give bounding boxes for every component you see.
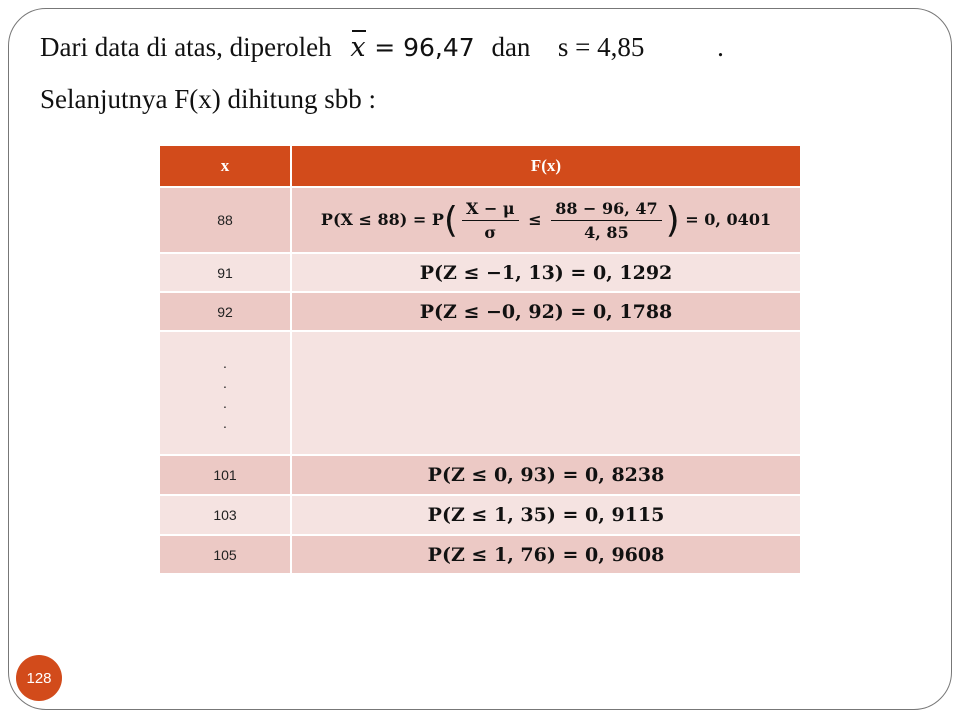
mean-value: = 96,47 <box>374 33 475 62</box>
xbar-equation <box>350 34 474 61</box>
table-row <box>160 455 800 495</box>
intro-dan: dan <box>491 32 531 62</box>
fraction-standardize: $\frac{X - \mu}{\sigma}$ <box>462 199 519 242</box>
cell-x: 101 <box>160 455 291 495</box>
cell-dots: . . . . <box>160 331 291 455</box>
header-fx: F(x) <box>291 146 800 187</box>
formula-row-88: P(X ≤ 88) = P( $\frac{X - \mu}{\sigma}$ ≤ $\frac{88 - 96, 47}{4, 85}$ ) = 0, 0401 <box>320 198 772 242</box>
cell-x: 91 <box>160 253 291 292</box>
cell-x: 88 <box>160 187 291 253</box>
xbar-symbol: x <box>350 32 366 63</box>
cell-fx-empty <box>291 331 800 455</box>
std-dev-value: s = 4,85 <box>557 32 645 62</box>
fraction-value: $\frac{88 - 96, 47}{4, 85}$ <box>551 199 661 242</box>
intro-period: . <box>717 32 724 62</box>
table-header-row <box>160 146 800 187</box>
cell-x: 92 <box>160 292 291 331</box>
cell-x: 105 <box>160 535 291 573</box>
xbar-overline <box>352 30 366 32</box>
page-number-badge: 128 <box>16 655 62 701</box>
cell-fx: P(Z ≤ −0, 92) = 0, 1788 <box>291 292 800 331</box>
cell-x: 103 <box>160 495 291 535</box>
table-row <box>160 535 800 573</box>
intro-line-1 <box>40 34 724 61</box>
table-row-ellipsis <box>160 331 800 455</box>
cell-fx: P(Z ≤ 1, 76) = 0, 9608 <box>291 535 800 573</box>
table-row <box>160 292 800 331</box>
cell-fx: P(Z ≤ 1, 35) = 0, 9115 <box>291 495 800 535</box>
header-x: x <box>160 146 291 187</box>
intro-prefix: Dari data di atas, diperoleh <box>40 32 332 62</box>
cell-fx <box>291 187 800 253</box>
cell-fx: P(Z ≤ −1, 13) = 0, 1292 <box>291 253 800 292</box>
distribution-table <box>160 146 800 573</box>
cell-fx: P(Z ≤ 0, 93) = 0, 8238 <box>291 455 800 495</box>
table-row <box>160 495 800 535</box>
table-row <box>160 187 800 253</box>
intro-line-2: Selanjutnya F(x) dihitung sbb : <box>40 84 376 114</box>
table-row <box>160 253 800 292</box>
